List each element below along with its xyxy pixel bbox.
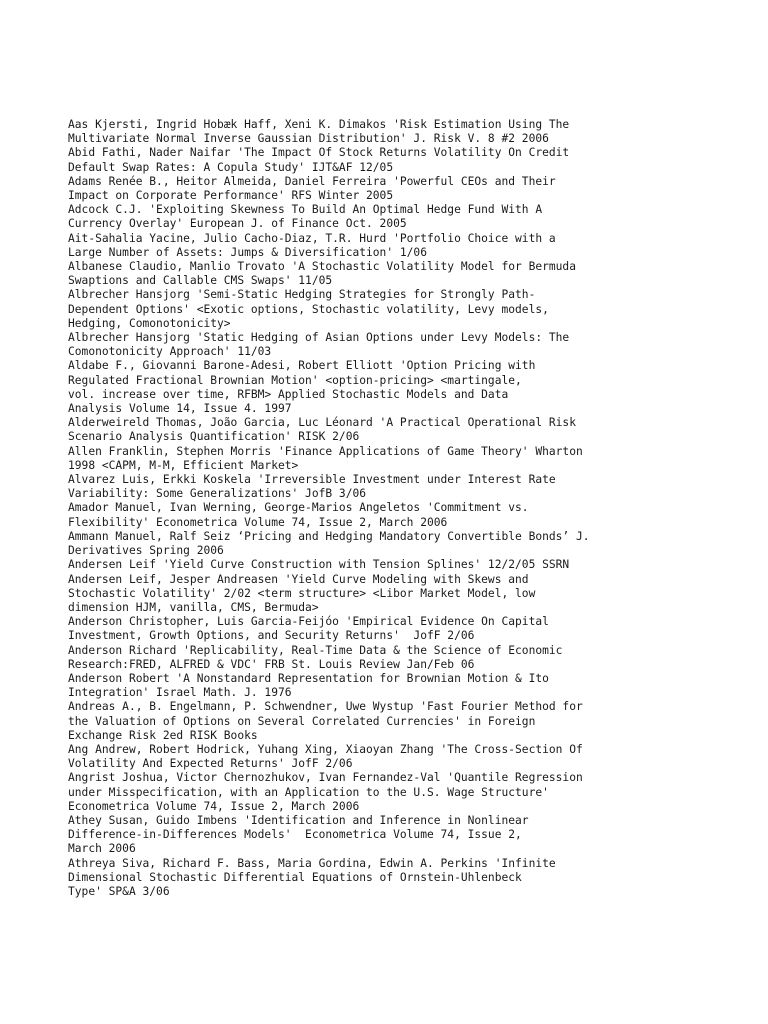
reference-entry [68,615,748,643]
reference-entry [68,232,748,260]
reference-line-continuation: Volatility And Expected Returns' JofF 2/06 [68,757,353,771]
reference-entry [68,558,748,572]
reference-line-continuation: Research:FRED, ALFRED & VDC' FRB St. Louis Review Jan/Feb 06 [68,657,475,671]
reference-line-first: Ammann Manuel, Ralf Seiz ‘Pricing and Hedging Mandatory Convertible Bonds’ J. [68,529,590,543]
reference-line-first: Amador Manuel, Ivan Werning, George-Marios Angeletos 'Commitment vs. [68,501,529,515]
reference-entry [68,530,748,558]
reference-line-continuation: Multivariate Normal Inverse Gaussian Distribution' J. Risk V. 8 #2 2006 [68,132,549,146]
reference-line-first: Alvarez Luis, Erkki Koskela 'Irreversible Investment under Interest Rate [68,473,556,487]
reference-line-continuation: Investment, Growth Options, and Security Returns' JofF 2/06 [68,629,475,643]
reference-line-continuation: vol. increase over time, RFBM> Applied Stochastic Models and Data [68,387,509,401]
reference-line-first: Anderson Robert 'A Nonstandard Representation for Brownian Motion & Ito [68,671,549,685]
reference-entry [68,288,748,331]
reference-line-continuation: Derivatives Spring 2006 [68,544,224,558]
reference-entry [68,672,748,700]
reference-entry [68,146,748,174]
reference-entry [68,644,748,672]
reference-line-first: Adcock C.J. 'Exploiting Skewness To Build An Optimal Hedge Fund With A [68,203,543,217]
reference-line-first: Athey Susan, Guido Imbens 'Identification and Inference in Nonlinear [68,813,529,827]
reference-line-continuation: Default Swap Rates: A Copula Study' IJT&AF 12/05 [68,160,394,174]
reference-line-first: Albrecher Hansjorg 'Semi-Static Hedging Strategies for Strongly Path- [68,288,536,302]
reference-entry [68,743,748,771]
reference-entry [68,501,748,529]
reference-line-continuation: Swaptions and Callable CMS Swaps' 11/05 [68,274,333,288]
reference-entry [68,203,748,231]
reference-line-continuation: March 2006 [68,842,136,856]
reference-line-first: Angrist Joshua, Victor Chernozhukov, Ivan Fernandez-Val 'Quantile Regression [68,771,583,785]
reference-line-first: Andreas A., B. Engelmann, P. Schwendner, Uwe Wystup 'Fast Fourier Method for [68,700,583,714]
reference-line-first: Aas Kjersti, Ingrid Hobæk Haff, Xeni K. Dimakos 'Risk Estimation Using The [68,118,570,131]
reference-line-continuation: Dimensional Stochastic Differential Equations of Ornstein-Uhlenbeck [68,870,522,884]
reference-line-first: Aldabe F., Giovanni Barone-Adesi, Robert Elliott 'Option Pricing with [68,359,536,373]
reference-entry [68,814,748,857]
reference-entry [68,359,748,416]
reference-line-continuation: 1998 <CAPM, M-M, Efficient Market> [68,458,299,472]
reference-entry [68,118,748,146]
reference-entry [68,445,748,473]
reference-line-first: Albanese Claudio, Manlio Trovato 'A Stochastic Volatility Model for Bermuda [68,260,576,274]
reference-line-continuation: Dependent Options' <Exotic options, Stochastic volatility, Levy models, [68,302,549,316]
reference-line-continuation: Scenario Analysis Quantification' RISK 2/06 [68,430,360,444]
reference-entry [68,771,748,814]
reference-line-continuation: Stochastic Volatility' 2/02 <term structure> <Libor Market Model, low [68,586,536,600]
reference-line-continuation: Comonotonicity Approach' 11/03 [68,345,272,359]
reference-line-first: Ang Andrew, Robert Hodrick, Yuhang Xing, Xiaoyan Zhang 'The Cross-Section Of [68,742,583,756]
reference-line-first: Anderson Richard 'Replicability, Real-Time Data & the Science of Economic [68,643,563,657]
reference-line-continuation: Variability: Some Generalizations' JofB 3/06 [68,487,367,501]
reference-line-continuation: under Misspecification, with an Application to the U.S. Wage Structure' [68,785,549,799]
reference-line-continuation: Analysis Volume 14, Issue 4. 1997 [68,402,292,416]
reference-list [68,118,748,899]
reference-line-first: Adams Renée B., Heitor Almeida, Daniel Ferreira 'Powerful CEOs and Their [68,174,556,188]
reference-line-continuation: Integration' Israel Math. J. 1976 [68,686,292,700]
reference-line-first: Abid Fathi, Nader Naifar 'The Impact Of Stock Returns Volatility On Credit [68,146,570,160]
reference-line-continuation: Hedging, Comonotonicity> [68,316,231,330]
reference-entry [68,857,748,900]
reference-entry [68,573,748,616]
reference-line-first: Albrecher Hansjorg 'Static Hedging of Asian Options under Levy Models: The [68,331,570,345]
reference-line-continuation: Exchange Risk 2ed RISK Books [68,728,258,742]
reference-line-continuation: Econometrica Volume 74, Issue 2, March 2006 [68,799,360,813]
reference-line-continuation: Large Number of Assets: Jumps & Diversification' 1/06 [68,245,427,259]
reference-line-continuation: dimension HJM, vanilla, CMS, Bermuda> [68,600,319,614]
reference-entry [68,473,748,501]
reference-line-continuation: the Valuation of Options on Several Correlated Currencies' in Foreign [68,714,536,728]
reference-entry [68,260,748,288]
reference-line-continuation: Flexibility' Econometrica Volume 74, Issue 2, March 2006 [68,515,448,529]
reference-line-first: Alderweireld Thomas, João Garcia, Luc Léonard 'A Practical Operational Risk [68,416,576,430]
reference-line-continuation: Currency Overlay' European J. of Finance Oct. 2005 [68,217,407,231]
reference-entry [68,700,748,743]
reference-entry [68,175,748,203]
reference-line-first: Andersen Leif 'Yield Curve Construction with Tension Splines' 12/2/05 SSRN [68,558,570,572]
reference-line-first: Andersen Leif, Jesper Andreasen 'Yield Curve Modeling with Skews and [68,572,529,586]
reference-line-continuation: Difference-in-Differences Models' Econometrica Volume 74, Issue 2, [68,828,522,842]
reference-line-first: Athreya Siva, Richard F. Bass, Maria Gordina, Edwin A. Perkins 'Infinite [68,856,556,870]
reference-line-first: Allen Franklin, Stephen Morris 'Finance Applications of Game Theory' Wharton [68,444,583,458]
reference-entry [68,416,748,444]
reference-line-first: Ait-Sahalia Yacine, Julio Cacho-Diaz, T.R. Hurd 'Portfolio Choice with a [68,231,556,245]
reference-line-continuation: Type' SP&A 3/06 [68,884,170,898]
reference-entry [68,331,748,359]
reference-line-first: Anderson Christopher, Luis Garcia-Feijóo 'Empirical Evidence On Capital [68,615,549,629]
reference-line-continuation: Impact on Corporate Performance' RFS Winter 2005 [68,189,394,203]
reference-line-continuation: Regulated Fractional Brownian Motion' <option-pricing> <martingale, [68,373,522,387]
